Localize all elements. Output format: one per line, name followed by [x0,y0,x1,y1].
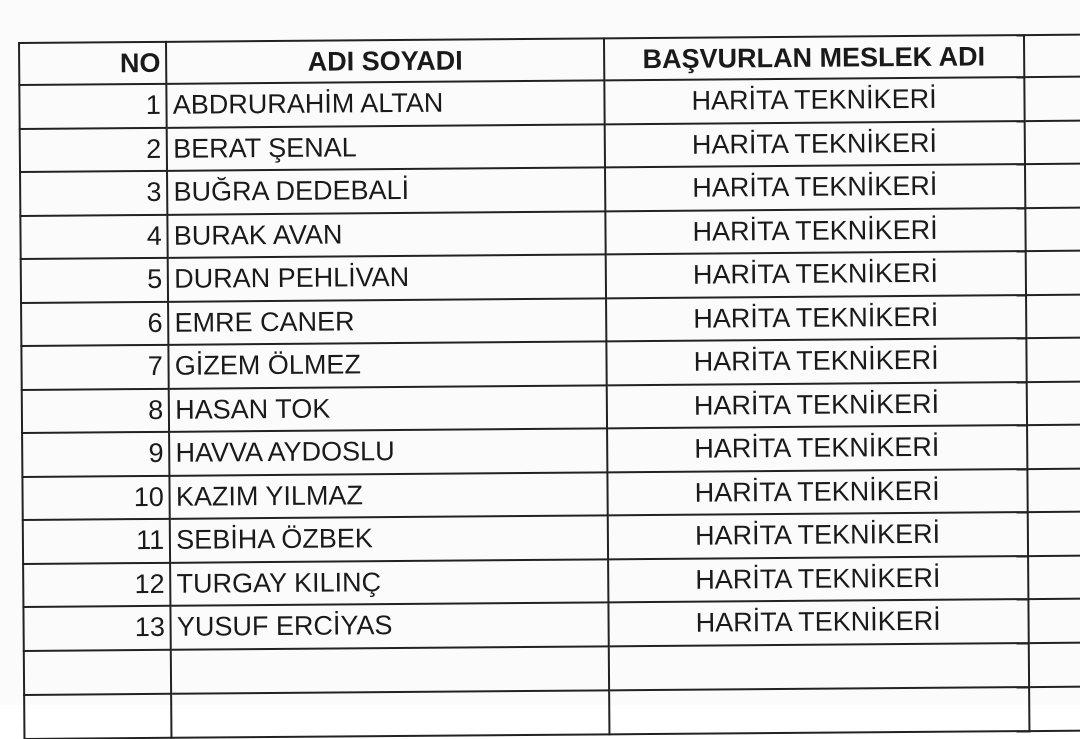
row-profession: HARİTA TEKNİKERİ [605,164,1025,211]
row-profession: HARİTA TEKNİKERİ [604,121,1024,168]
row-number: 1 [19,84,167,129]
empty-cell [1029,686,1080,730]
row-name: ABDRURAHİM ALTAN [167,80,605,127]
row-number: 5 [21,258,169,303]
empty-cell [24,649,172,694]
row-number: 13 [23,606,171,651]
header-name: ADI SOYADI [166,38,604,83]
empty-cell [24,693,172,738]
empty-cell [608,643,1028,690]
row-number: 7 [21,345,169,390]
row-name: GİZEM ÖLMEZ [169,341,607,388]
row-profession: HARİTA TEKNİKERİ [607,469,1027,516]
row-profession: HARİTA TEKNİKERİ [605,208,1025,255]
row-profession: HARİTA TEKNİKERİ [604,77,1024,124]
header-no: NO [19,42,167,85]
row-name: HAVVA AYDOSLU [169,428,607,475]
row-extra-cell [1025,207,1080,251]
row-number: 9 [22,432,170,477]
empty-table-row [24,686,1080,738]
row-profession: HARİTA TEKNİKERİ [608,599,1028,646]
row-extra-cell [1027,425,1080,469]
row-extra-cell [1027,512,1080,556]
row-profession: HARİTA TEKNİKERİ [607,512,1027,559]
row-number: 11 [23,519,171,564]
empty-cell [171,690,609,737]
row-name: YUSUF ERCİYAS [171,602,609,649]
row-extra-cell [1025,251,1080,295]
row-extra-cell [1026,381,1080,425]
row-profession: HARİTA TEKNİKERİ [608,556,1028,603]
row-number: 4 [20,214,168,259]
header-profession: BAŞVURLAN MESLEK ADI [604,35,1024,80]
empty-cell [609,687,1029,734]
row-name: BUĞRA DEDEBALİ [167,167,605,214]
header-extra-column [1024,35,1080,77]
applicant-table-wrapper [18,34,1080,739]
row-name: HASAN TOK [169,385,607,432]
row-name: BURAK AVAN [168,211,606,258]
applicant-table [18,34,1080,739]
row-number: 10 [22,475,170,520]
row-profession: HARİTA TEKNİKERİ [606,382,1026,429]
row-extra-cell [1027,468,1080,512]
row-name: EMRE CANER [168,298,606,345]
row-profession: HARİTA TEKNİKERİ [606,295,1026,342]
table-body [19,77,1080,739]
row-profession: HARİTA TEKNİKERİ [607,425,1027,472]
row-extra-cell [1028,599,1080,643]
row-name: KAZIM YILMAZ [170,472,608,519]
row-name: DURAN PEHLİVAN [168,254,606,301]
row-extra-cell [1026,294,1080,338]
row-extra-cell [1028,555,1080,599]
empty-cell [171,646,609,693]
row-extra-cell [1024,120,1080,164]
row-extra-cell [1026,338,1080,382]
row-number: 6 [21,301,169,346]
row-name: BERAT ŞENAL [167,124,605,171]
row-number: 2 [20,127,168,172]
row-name: SEBİHA ÖZBEK [170,515,608,562]
row-extra-cell [1024,77,1080,121]
row-number: 12 [23,562,171,607]
row-number: 3 [20,171,168,216]
row-name: TURGAY KILINÇ [170,559,608,606]
row-profession: HARİTA TEKNİKERİ [606,338,1026,385]
row-extra-cell [1025,164,1080,208]
empty-cell [1028,642,1080,686]
row-number: 8 [22,388,170,433]
row-profession: HARİTA TEKNİKERİ [605,251,1025,298]
